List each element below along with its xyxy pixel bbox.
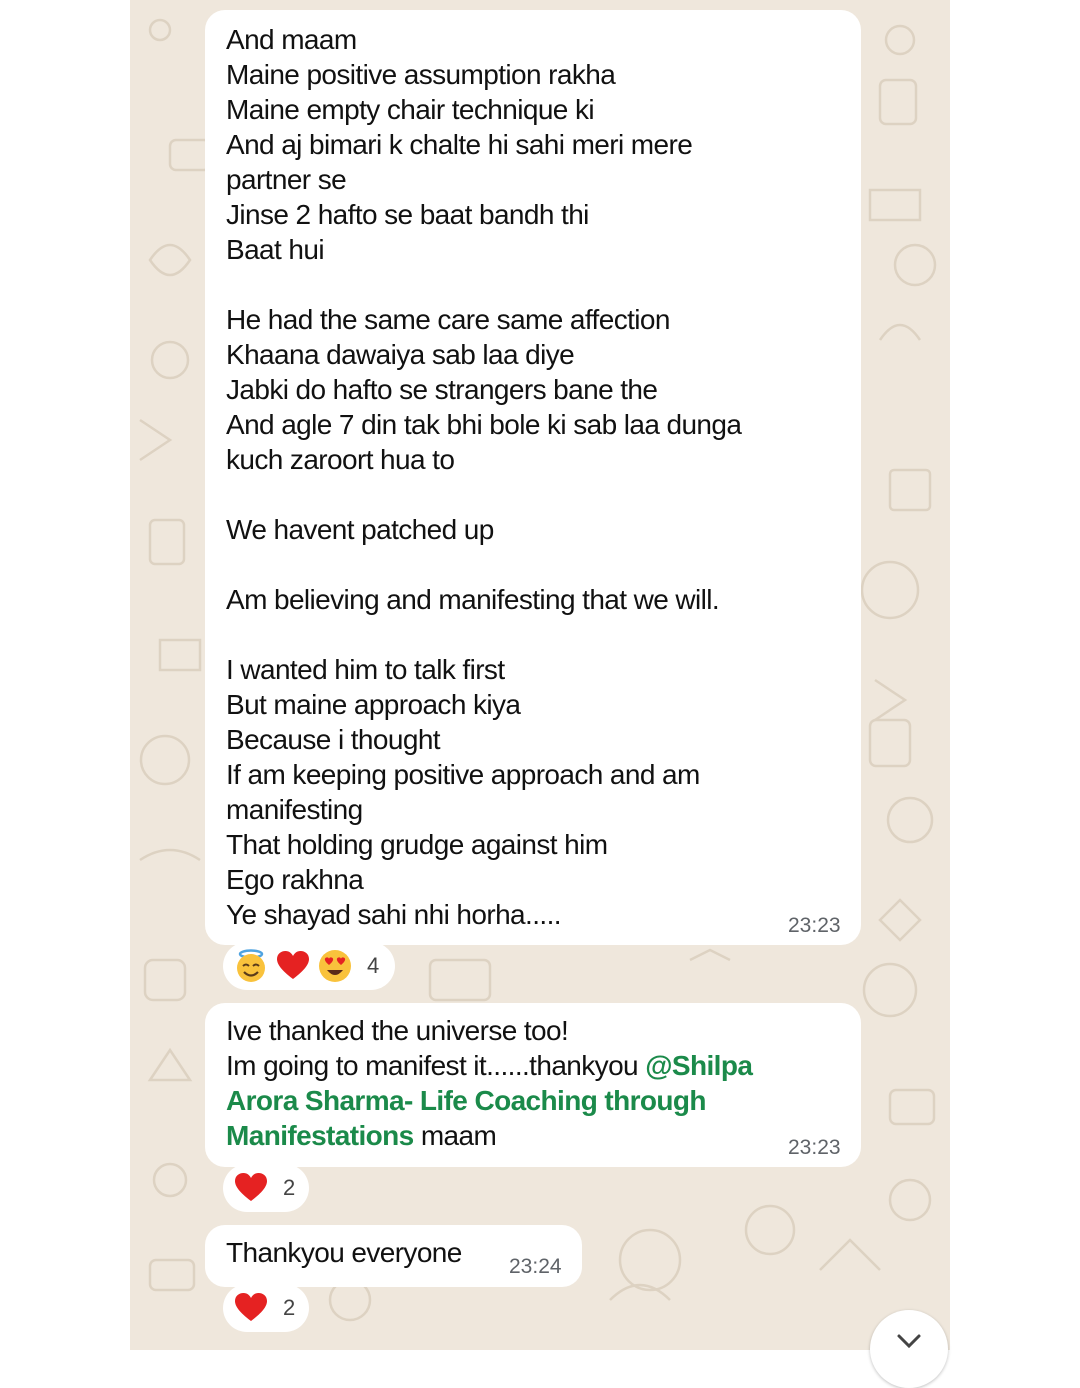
reaction-bar[interactable] [223,942,395,990]
message-line: Ego rakhna [226,864,364,895]
message-line [226,1118,841,1153]
message-line: And agle 7 din tak bhi bole ki sab laa dunga [226,409,742,440]
heart-eyes-icon [317,948,353,984]
reaction-bar[interactable] [223,1164,309,1212]
message-text [226,1013,841,1153]
message-bubble[interactable] [205,10,861,945]
message-line: Am believing and manifesting that we will. [226,584,720,615]
mention-link[interactable]: @Shilpa [645,1050,753,1081]
message-line: Ive thanked the universe too! [226,1015,569,1046]
message-line: That holding grudge against him [226,829,608,860]
message-time: 23:23 [788,914,841,937]
message-bubble[interactable] [205,1003,861,1167]
message-line: And aj bimari k chalte hi sahi meri mere [226,129,693,160]
message-blank-line [226,617,841,652]
message-line: Maine positive assumption rakha [226,59,616,90]
reaction-bar[interactable] [223,1284,309,1332]
message-line: Ye shayad sahi nhi horha..... [226,899,561,930]
message-line: We havent patched up [226,514,494,545]
message-line: I wanted him to talk first [226,654,505,685]
smiling-face-with-halo-icon [233,948,269,984]
message-blank-line [226,547,841,582]
reaction-count: 4 [367,953,380,978]
message-line: manifesting [226,794,363,825]
message-line-text: Im going to manifest it......thankyou [226,1050,646,1081]
mention-link[interactable]: Manifestations [226,1120,414,1151]
red-heart-icon [233,1170,269,1206]
message-line [226,1048,841,1083]
reaction-count: 2 [283,1295,296,1320]
message-time: 23:23 [788,1136,841,1159]
message-line-text: maam [413,1120,497,1151]
message-line: He had the same care same affection [226,304,670,335]
message-line: Jinse 2 hafto se baat bandh thi [226,199,589,230]
message-time: 23:24 [509,1255,562,1278]
message-line: Khaana dawaiya sab laa diye [226,339,575,370]
message-line: Thankyou everyone [226,1237,462,1268]
scroll-to-bottom-button[interactable] [870,1310,948,1388]
message-line: If am keeping positive approach and am [226,759,700,790]
reaction-count: 2 [283,1175,296,1200]
mention-link[interactable]: Arora Sharma- Life Coaching through [226,1085,706,1116]
message-line: partner se [226,164,347,195]
chevron-down-icon [870,1310,948,1388]
message-blank-line [226,477,841,512]
message-text [226,22,841,932]
chat-area[interactable] [130,0,950,1350]
message-bubble[interactable] [205,1225,582,1287]
message-line: Maine empty chair technique ki [226,94,594,125]
message-line: kuch zaroort hua to [226,444,455,475]
message-line: Baat hui [226,234,324,265]
message-blank-line [226,267,841,302]
message-line: And maam [226,24,357,55]
message-line: Because i thought [226,724,440,755]
red-heart-icon [233,1290,269,1326]
message-line: But maine approach kiya [226,689,521,720]
message-line: Jabki do hafto se strangers bane the [226,374,658,405]
red-heart-icon [275,948,311,984]
